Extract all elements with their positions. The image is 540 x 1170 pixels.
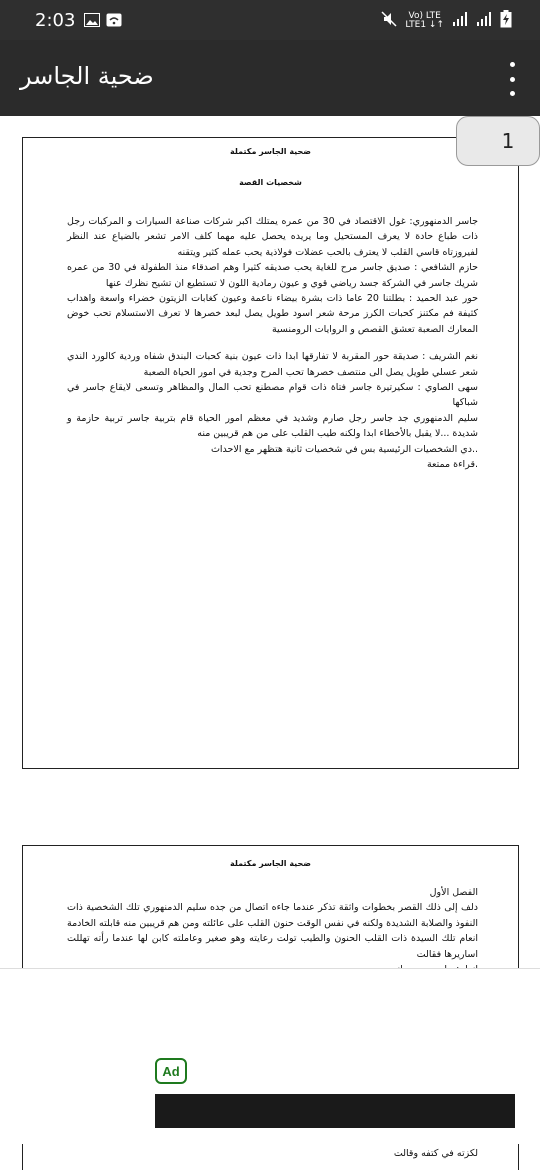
ad-panel[interactable] <box>0 968 540 1144</box>
status-bar <box>0 0 540 40</box>
page-number-badge[interactable]: 1 <box>456 116 540 166</box>
pdf-page-2-continuation <box>22 1144 519 1170</box>
page-header: ضحية الجاسر مكتملة <box>230 859 311 868</box>
ad-badge: Ad <box>155 1058 187 1084</box>
paragraph: حازم الشافعي : صديق جاسر مرح للغاية يحب صديقه كثيرا وهم اصدقاء منذ الطفولة في 30 من عمره شريك جاسر في الشركة جسد رياضي قوي و عيون رمادية اللون لا تستطيع ان تشيح نظرك عنها <box>67 262 478 289</box>
network-top: Vo) LTE <box>408 11 441 21</box>
paragraph: لكزته في كتفه وقالت <box>393 1148 478 1159</box>
mute-icon <box>381 11 397 31</box>
image-icon <box>84 12 100 31</box>
more-vert-icon[interactable] <box>502 62 522 96</box>
status-time: 2:03 <box>35 10 76 31</box>
app-bar <box>0 40 540 116</box>
signal-r-icon <box>476 11 492 31</box>
battery-charging-icon <box>500 10 512 32</box>
wifi-icon <box>106 12 122 31</box>
app-title: ضحية الجاسر <box>20 62 154 90</box>
signal-icon <box>452 11 468 31</box>
network-indicator <box>405 12 444 30</box>
page-body <box>23 214 518 473</box>
paragraph: .قراءة ممتعة <box>426 459 478 471</box>
paragraph: جاسر الدمنهوري: غول الاقتصاد في 30 من عمره يمتلك اكبر شركات صناعة السيارات و المركبات رجل ذات طباع حادة لا يعرف المستحيل وما يريده يحصل عليه مهما كلف الامر تشعر بالضياع عند النظر لفيروزتاه قاسي القلب لا يعترف بالحب عضلات فولاذية يحب عمله كثير ويتقنه <box>67 216 479 258</box>
paragraph: نغم الشريف : صديقة حور المقربة لا تفارقها ابدا ذات عيون بنية كحبات البندق شفاه وردية كالورد الندي شعر عسلي طويل يصل الى منتصف خصرها تحب المرح وجدية في امور الحياة الصعبة <box>67 351 478 378</box>
chapter-title: الفصل الأول <box>429 887 478 898</box>
paragraph: حور عبد الحميد : بطلتنا 20 عاما ذات بشرة بيضاء ناعمة وعيون كغابات الزيتون خضراء واسعة واهداب كثيفة فم مكتنز كحبات الكرز مرحة شعر اسود طويل يصل لبعد خصرها لا تعرف الاستسلام تحب خوض المعارك الصعبة تعشق القصص و الروايات الرومنسية <box>67 293 478 335</box>
paragraph: سهى الصاوي : سكيرتيرة جاسر فتاة ذات قوام مصطنع تحب المال والمظاهر وتسعى لايقاع جاسر في شباكها <box>67 382 478 409</box>
paragraph: ..دي الشخصيات الرئيسية بس في شخصيات ثانية هتظهر مع الاحداث <box>210 443 478 455</box>
page-header: ضحية الجاسر مكتملة <box>230 147 311 156</box>
page-subheader: شخصيات القصة <box>239 178 302 187</box>
ad-banner[interactable] <box>155 1094 515 1128</box>
pdf-page-1 <box>22 137 519 769</box>
paragraph: سليم الدمنهوري جد جاسر رجل صارم وشديد في معظم امور الحياة قام بتربية جاسر تربية حازمة و شديدة ...لا يقبل بالأخطاء ابدا ولكنه طيب القلب على من هم قريبين منه <box>67 412 478 440</box>
paragraph: دلف إلى ذلك القصر بخطوات واثقة تذكر عندما جاءه اتصال من جده سليم الدمنهوري تلك الشخصية ذات النفوذ والصلابة الشديدة ولكنه في نفس الوقت حنون القلب على عائلته ومن هم قريبين منه قابلته الخادمة انعام تلك السيدة ذات القلب الحنون والطيب تولت رعايته وهو صغير وعاملته كابن لها عندما رأته تهللت اساريرها فقالت <box>67 902 478 960</box>
network-bottom: LTE1 ↓↑ <box>405 20 444 30</box>
